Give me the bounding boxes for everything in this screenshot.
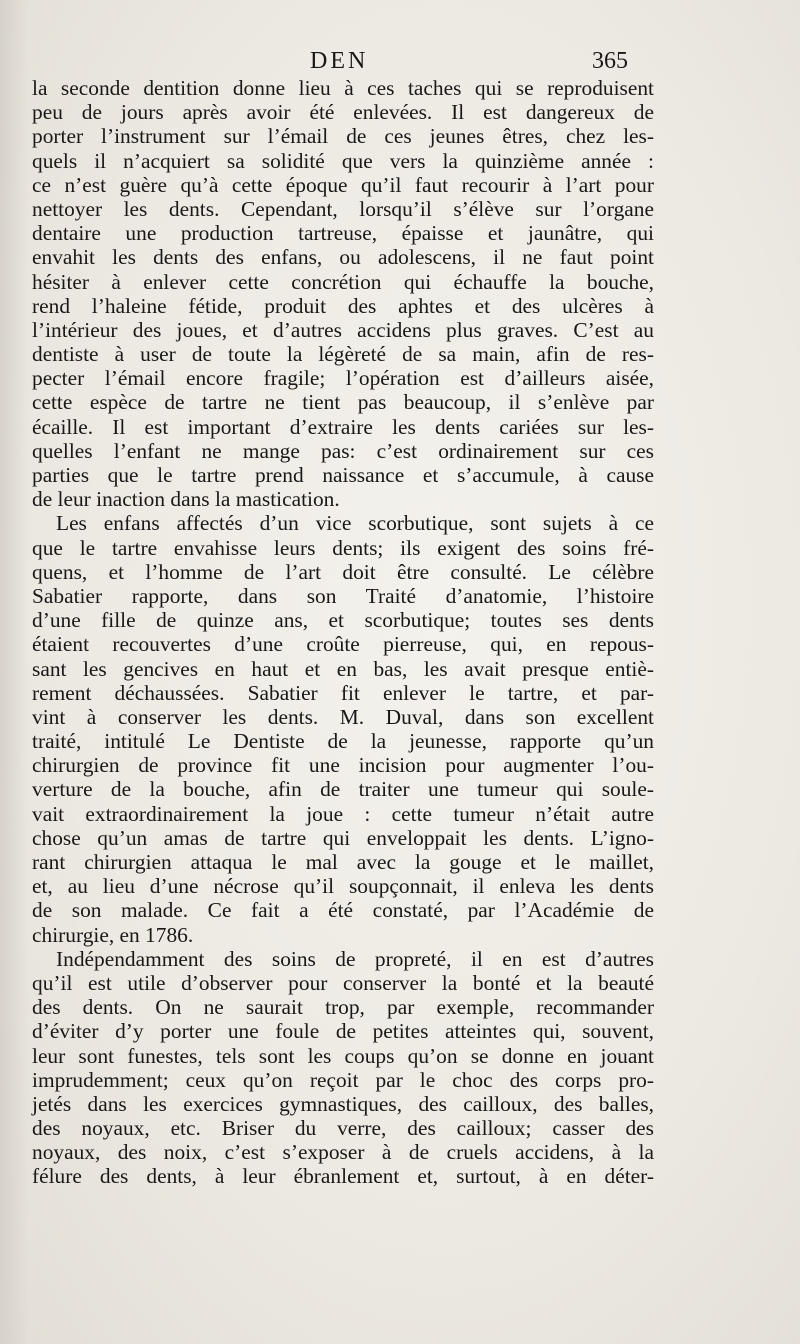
text-line: imprudemment; ceux qu’on reçoit par le choc des corps pro- (32, 1067, 654, 1092)
text-line: peu de jours après avoir été enlevées. Il est dangereux de (32, 100, 654, 125)
page-gutter-shadow (0, 0, 28, 1344)
text-line: chirurgien de province fit une incision pour augmenter l’ou- (32, 753, 654, 778)
text-line: Indépendamment des soins de propreté, il en est d’autres (56, 946, 654, 971)
text-line: jetés dans les exercices gymnastiques, des cailloux, des balles, (32, 1091, 654, 1116)
text-line: étaient recouvertes d’une croûte pierreuse, qui, en repous- (32, 632, 654, 657)
text-line: hésiter à enlever cette concrétion qui échauffe la bouche, (32, 269, 654, 294)
text-line: félure des dents, à leur ébranlement et, surtout, à en déter- (32, 1164, 654, 1189)
text-line: chose qu’un amas de tartre qui enveloppait les dents. L’igno- (32, 825, 654, 850)
text-line: quelles l’enfant ne mange pas: c’est ordinairement sur ces (32, 438, 654, 463)
text-line: dentaire une production tartreuse, épaisse et jaunâtre, qui (32, 221, 654, 246)
text-line: envahit les dents des enfans, ou adolescens, il ne faut point (32, 245, 654, 270)
text-line: noyaux, des noix, c’est s’exposer à de cruels accidens, à la (32, 1140, 654, 1165)
text-line: cette espèce de tartre ne tient pas beaucoup, il s’enlève par (32, 390, 654, 415)
text-line: de son malade. Ce fait a été constaté, par l’Académie de (32, 898, 654, 923)
page-number: 365 (592, 48, 628, 74)
text-line: quels il n’acquiert sa solidité que vers la quinzième année : (32, 148, 654, 173)
text-line: que le tartre envahisse leurs dents; ils exigent des soins fré- (32, 535, 654, 560)
text-line: parties que le tartre prend naissance et s’accumule, à cause (32, 463, 654, 487)
text-line: l’intérieur des joues, et d’autres accidens plus graves. C’est au (32, 317, 654, 342)
text-line: vint à conserver les dents. M. Duval, dans son excellent (32, 704, 654, 729)
text-line: ce n’est guère qu’à cette époque qu’il faut recourir à l’art pour (32, 172, 654, 197)
text-line: qu’il est utile d’observer pour conserver la bonté et la beauté (32, 970, 654, 995)
text-line: porter l’instrument sur l’émail de ces jeunes êtres, chez les- (32, 124, 654, 149)
text-line: dentiste à user de toute la légèreté de sa main, afin de res- (32, 342, 654, 367)
text-line: nettoyer les dents. Cependant, lorsqu’il s’élève sur l’organe (32, 196, 654, 221)
text-line: verture de la bouche, afin de traiter une tumeur qui soule- (32, 777, 654, 802)
text-line: des dents. On ne saurait trop, par exemple, recommander (32, 995, 654, 1020)
text-line: Les enfans affectés d’un vice scorbutique, sont sujets à ce (56, 511, 654, 536)
text-line: d’éviter d’y porter une foule de petites atteintes qui, souvent, (32, 1019, 654, 1044)
text-line: pecter l’émail encore fragile; l’opération est d’ailleurs aisée, (32, 366, 654, 391)
text-line: Sabatier rapporte, dans son Traité d’anatomie, l’histoire (32, 583, 654, 608)
text-line: vait extraordinairement la joue : cette tumeur n’était autre (32, 801, 654, 826)
text-line: quens, et l’homme de l’art doit être consulté. Le célèbre (32, 559, 654, 584)
text-line: de leur inaction dans la mastication. (32, 487, 340, 512)
text-line: chirurgie, en 1786. (32, 922, 194, 947)
text-line: traité, intitulé Le Dentiste de la jeunesse, rapporte qu’un (32, 729, 654, 754)
text-line: d’une fille de quinze ans, et scorbutique; toutes ses dents (32, 608, 654, 633)
text-line: écaille. Il est important d’extraire les dents cariées sur les- (32, 414, 654, 439)
text-line: rant chirurgien attaqua le mal avec la gouge et le maillet, (32, 850, 654, 874)
text-line: des noyaux, etc. Briser du verre, des cailloux; casser des (32, 1116, 654, 1141)
text-line: leur sont funestes, tels sont les coups qu’on se donne en jouant (32, 1043, 654, 1068)
text-line: rend l’haleine fétide, produit des aphtes et des ulcères à (32, 293, 654, 318)
text-line: sant les gencives en haut et en bas, les avait presque entiè- (32, 656, 654, 681)
running-head: DEN (310, 48, 369, 74)
text-line: et, au lieu d’une nécrose qu’il soupçonnait, il enleva les dents (32, 874, 654, 899)
text-line: rement déchaussées. Sabatier fit enlever le tartre, et par- (32, 680, 654, 705)
text-line: la seconde dentition donne lieu à ces taches qui se reproduisent (32, 76, 654, 100)
body-text (32, 76, 654, 1189)
